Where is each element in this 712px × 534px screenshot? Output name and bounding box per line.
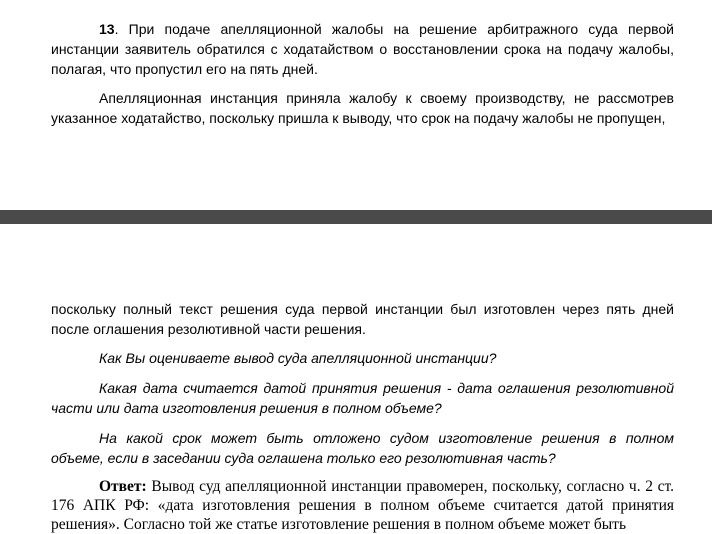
- answer-paragraph: [51, 477, 674, 534]
- document-page-top: [0, 0, 712, 210]
- document-page-bottom: [0, 224, 712, 531]
- appeal-text: Апелляционная инстанция приняла жалобу к своему производству, не рассмотрев указанное ходатайство, поскольку пришла к выводу, что срок на подачу жалобы не пропущен,: [51, 90, 674, 126]
- paragraph-appeal: [51, 88, 674, 128]
- answer-label: Ответ:: [99, 478, 147, 495]
- question-1: Как Вы оцениваете вывод суда апелляционной инстанции?: [99, 350, 497, 366]
- paragraph-continuation: поскольку полный текст решения суда первой инстанции был изготовлен через пять дней после оглашения резолютивной части решения.: [51, 301, 674, 337]
- question-3: На какой срок может быть отложено судом изготовление решения в полном объеме, если в заседании суда оглашена только его резолютивная часть?: [51, 430, 674, 466]
- page-separator: [0, 210, 712, 224]
- question-2: Какая дата считается датой принятия решения - дата оглашения резолютивной части или дата изготовления решения в полном объеме?: [51, 380, 674, 416]
- case-text: . При подаче апелляционной жалобы на решение арбитражного суда первой инстанции заявитель обратился с ходатайством о восстановлении срока на подачу жалобы, полагая, что пропустил его на пять дней.: [51, 21, 674, 77]
- paragraph-case-13: [51, 19, 674, 79]
- answer-text: Вывод суд апелляционной инстанции правомерен, поскольку, согласно ч. 2 ст. 176 АПК РФ: «дата изготовления решения в полном объеме считается датой принятия решения». Согласно той же статье изготовление решения в полном объеме может быть: [51, 478, 674, 533]
- case-number: 13: [99, 21, 115, 37]
